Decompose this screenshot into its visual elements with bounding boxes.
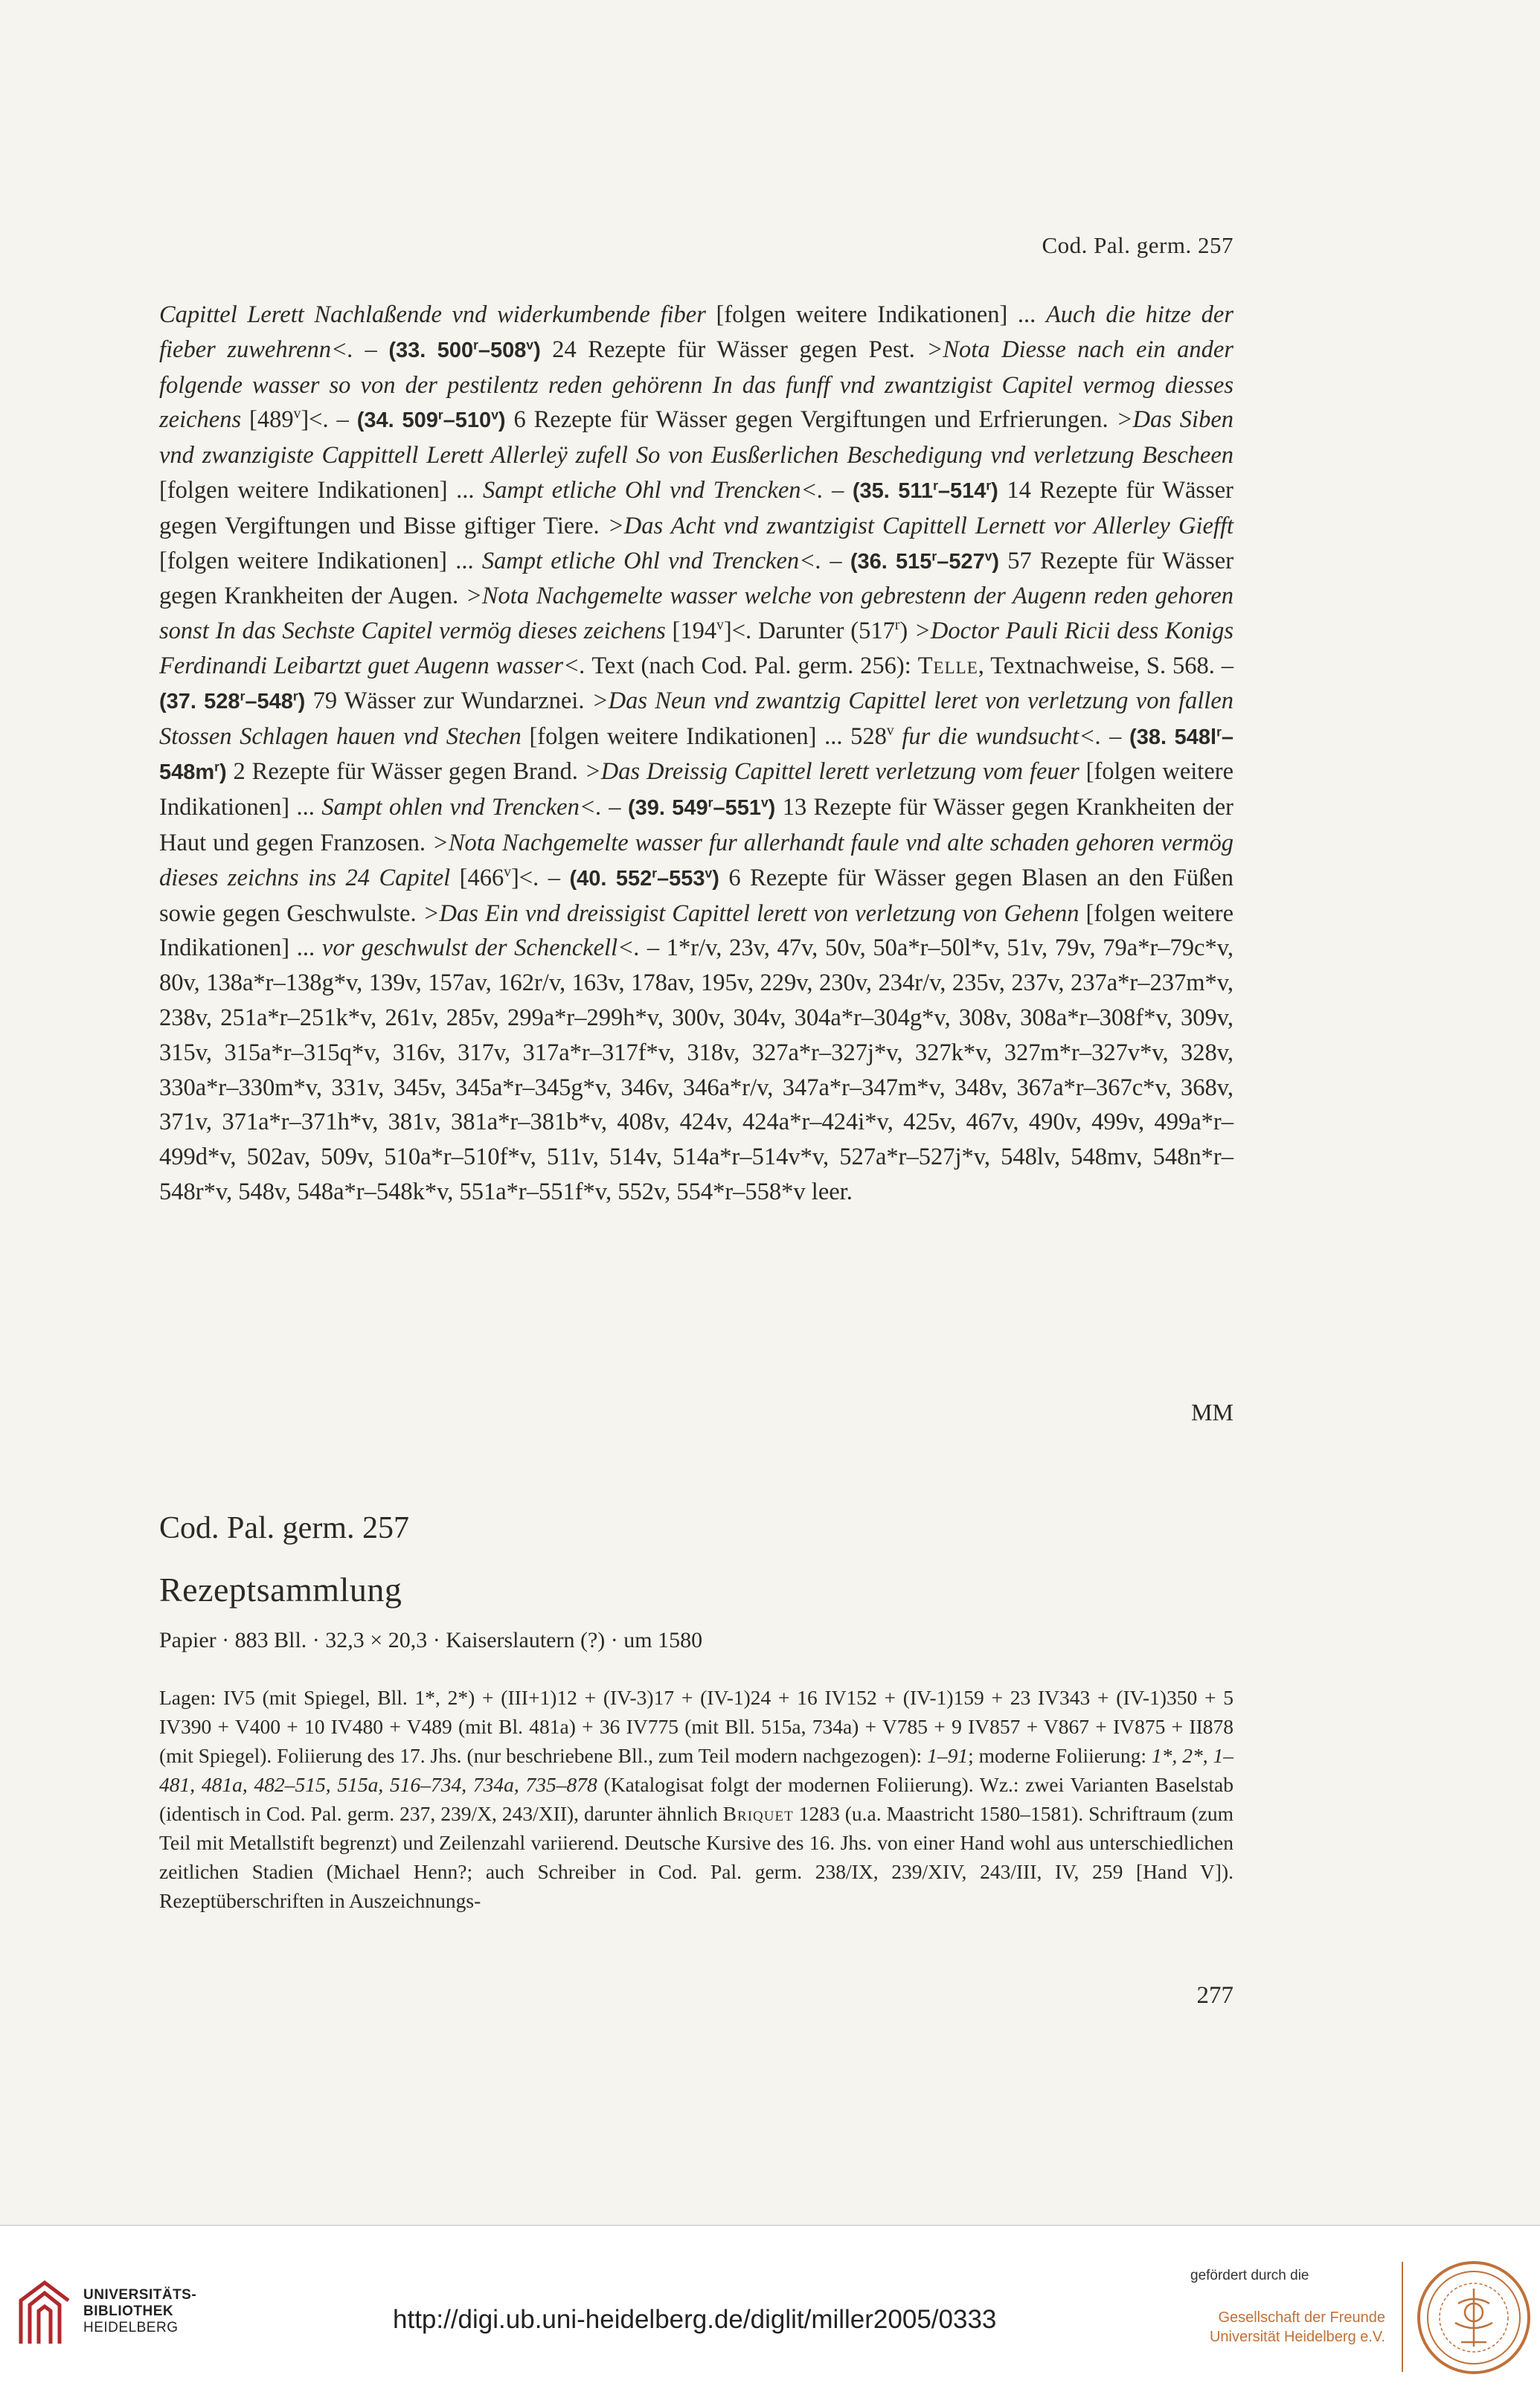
footer-divider xyxy=(1402,2262,1403,2372)
running-head: Cod. Pal. germ. 257 xyxy=(1042,232,1233,258)
page-number: 277 xyxy=(1196,1982,1233,2009)
library-name: UNIVERSITÄTS- BIBLIOTHEK HEIDELBERG xyxy=(83,2287,197,2335)
collation-description: Lagen: IV5 (mit Spiegel, Bll. 1*, 2*) + (III+1)12 + (IV-3)17 + (IV-1)24 + 16 IV152 + (IV-1)159 + 23 IV343 + (IV-1)350 + 5 IV390 + V400 + 10 IV480 + V489 (mit Bl. 481a) + 36 IV775 (mit Bll. 515a, 734a) + V785 + 9 IV857 + V867 + IV875 + II878 (mit Spiegel). Foliierung des 17. Jhs. (nur beschriebene Bll., zum Teil modern nachgezogen): 1–91; moderne Foliierung: 1*, 2*, 1–481, 481a, 482–515, 515a, 516–734, 734a, 735–878 (Katalogisat folgt der modernen Foliierung). Wz.: zwei Varianten Baselstab (identisch in Cod. Pal. germ. 237, 239/X, 243/XII), darunter ähnlich Briquet 1283 (u.a. Maastricht 1580–1581). Schriftraum (zum Teil mit Metallstift begrenzt) und Zeilenzahl variierend. Deutsche Kursive des 16. Jhs. von einer Hand wohl aus unterschiedlichen zeitlichen Stadien (Michael Henn?; auch Schreiber in Cod. Pal. germ. 238/IX, 239/XIV, 243/III, IV, 259 [Hand V]). Rezeptüberschriften in Auszeichnungs- xyxy=(159,1686,1233,1912)
incipit-text: Capittel Lerett Nachlaßende vnd widerkumbende fiber xyxy=(159,301,706,328)
author-citation: Telle xyxy=(917,652,978,679)
permalink-url[interactable]: http://digi.ub.uni-heidelberg.de/diglit/miller2005/0333 xyxy=(393,2305,997,2334)
manuscript-heading: Rezeptsammlung xyxy=(159,1571,402,1609)
catalog-continuation-text: Capittel Lerett Nachlaßende vnd widerkumbende fiber [folgen weitere Indikationen] ... Auch die hitze der fieber zuwehrenn<. – (33. 500$^r$–508$^v$) 24 Rezepte für Wässer gegen Pest. >Nota Diesse nach ein ander folgende wasser so von der pestilentz reden gehörenn In das funff vnd zwantzigist Capitel vermog diesses zeichens $[489^v]<$. – (34. 509$^r$–510$^v$) 6 Rezepte für Wässer gegen Vergiftungen und Erfrierungen. >Das Siben vnd zwanzigiste Cappittell Lerett Allerleÿ zufell So von Eusßerlichen Beschedigung vnd verletzung Bescheen [folgen weitere Indikationen] ... Sampt etliche Ohl vnd Trencken<. – (35. 511$^r$–514$^r$) 14 Rezepte für Wässer gegen Vergiftungen und Bisse giftiger Tiere. >Das Acht vnd zwantzigist Capittell Lernett vor Allerley Giefft [folgen weitere Indikationen] ... Sampt etliche Ohl vnd Trencken<. – (36. 515$^r$–527$^v$) 57 Rezepte für Wässer gegen Krankheiten der Augen. >Nota Nachgemelte wasser welche von gebrestenn der Augenn reden gehoren sonst In das Sechste Capitel vermög dieses zeichens $[194^v]<$. Darunter $(517^r)$ >Doctor Pauli Ricii dess Konigs Ferdinandi Leibartzt guet Augenn wasser<. Text (nach Cod. Pal. germ. 256): Telle, Textnachweise, S. 568. – (37. 528$^r$–548$^r$) 79 Wässer zur Wundarznei. >Das Neun vnd zwantzig Capittel leret von verletzung von fallen Stossen Schlagen hauen vnd Stechen [folgen weitere Indikationen] ... 528$^v$ fur die wundsucht<. – (38. $548l^r-548m^r$) 2 Rezepte für Wässer gegen Brand. >Das Dreissig Capittel lerett verletzung vom feuer [folgen weitere Indikationen] ... Sampt ohlen vnd Trencken<. – (39. 549$^r$–551$^v$) 13 Rezepte für Wässer gegen Krankheiten der Haut und gegen Franzosen. >Nota Nachgemelte wasser fur allerhandt faule vnd alte schaden gehoren vermög dieses zeichns ins 24 Capitel $[466^v]<$. – (40. 552$^r$–553$^v$) 6 Rezepte für Wässer gegen Blasen an den Füßen sowie gegen Geschwulste. >Das Ein vnd dreissigist Capittel lerett von verletzung von Gehenn [folgen weitere Indikationen] ... vor geschwulst der Schenckell<. – 1*r/v, 23v, 47v, 50v, 50a*r–50l*v, 51v, 79v, 79a*r–79c*v, 80v, 138a*r–138g*v, 139v, 157av, 162r/v, 163v, 178av, 195v, 229v, 230v, 234r/v, 235v, 237v, 237a*r–237m*v, 238v, 251a*r–251k*v, 261v, 285v, 299a*r–299h*v, 300v, 304v, 304a*r–304g*v, 308v, 308a*r–308f*v, 309v, 315v, 315a*r–315q*v, 316v, 317v, 317a*r–317f*v, 318v, 327a*r–327j*v, 327k*v, 327m*r–327v*v, 328v, 330a*r–330m*v, 331v, 345v, 345a*r–345g*v, 346v, 346a*r/v, 347a*r–347m*v, 348v, 367a*r–367c*v, 368v, 371v, 371a*r–371h*v, 381v, 381a*r–381b*v, 408v, 424v, 424a*r–424i*v, 425v, 467v, 490v, 499v, 499a*r–499d*v, 502av, 509v, 510a*r–510f*v, 511v, 514v, 514a*r–514v*v, 527a*r–527j*v, 548lv, 548mv, 548n*r–548r*v, 548v, 548a*r–548k*v, 551a*r–551f*v, 552v, 554*r–558*v leer. xyxy=(159,301,1234,1205)
digitization-footer xyxy=(0,2225,1540,2392)
blank-folios-list: – 1*r/v, 23v, 47v, 50v, 50a*r–50l*v, 51v, 79v, 79a*r–79c*v, 80v, 138a*r–138g*v, 139v, 157av, 162r/v, 163v, 178av, 195v, 229v, 230v, 234r/v, 235v, 237v, 237a*r–237m*v, 238v, 251a*r–251k*v, 261v, 285v, 299a*r–299h*v, 300v, 304v, 304a*r–304g*v, 308v, 308a*r–308f*v, 309v, 315v, 315a*r–315q*v, 316v, 317v, 317a*r–317f*v, 318v, 327a*r–327j*v, 327k*v, 327m*r–327v*v, 328v, 330a*r–330m*v, 331v, 345v, 345a*r–345g*v, 346v, 346a*r/v, 347a*r–347m*v, 348v, 367a*r–367c*v, 368v, 371v, 371a*r–371h*v, 381v, 381a*r–381b*v, 408v, 424v, 424a*r–424i*v, 425v, 467v, 490v, 499v, 499a*r–499d*v, 502av, 509v, 510a*r–510f*v, 511v, 514v, 514a*r–514v*v, 527a*r–527j*v, 548lv, 548mv, 548n*r–548r*v, 548v, 548a*r–548k*v, 551a*r–551f*v, 552v, 554*r–558*v leer. xyxy=(159,934,1233,1205)
author-initials: MM xyxy=(1191,1399,1233,1426)
section-number: (38. $548l^r-548m^r$) xyxy=(159,723,1233,785)
manuscript-shelfmark: Cod. Pal. germ. 257 xyxy=(159,1511,409,1545)
sponsor-name: Gesellschaft der Freunde Universität Heidelberg e.V. xyxy=(1209,2309,1385,2345)
section-number: (33. 500$^r$–508$^v$) xyxy=(388,337,541,362)
author-citation: Briquet xyxy=(722,1802,794,1825)
section-number: (40. 552$^r$–553$^v$) xyxy=(569,865,719,891)
section-number: (37. 528$^r$–548$^r$) xyxy=(159,688,306,714)
section-number: (36. 515$^r$–527$^v$) xyxy=(850,548,1000,574)
section-number: (34. 509$^r$–510$^v$) xyxy=(356,407,506,433)
section-number: (39. 549$^r$–551$^v$) xyxy=(627,795,776,821)
manuscript-physical-description: Papier · 883 Bll. · 32,3 × 20,3 · Kaiserslautern (?) · um 1580 xyxy=(159,1628,703,1652)
university-library-logo-icon xyxy=(16,2278,73,2345)
university-seal-icon xyxy=(1415,2259,1533,2376)
section-number: (35. 511$^r$–514$^r$) xyxy=(852,478,998,503)
sponsor-intro: gefördert durch die xyxy=(1190,2268,1309,2283)
